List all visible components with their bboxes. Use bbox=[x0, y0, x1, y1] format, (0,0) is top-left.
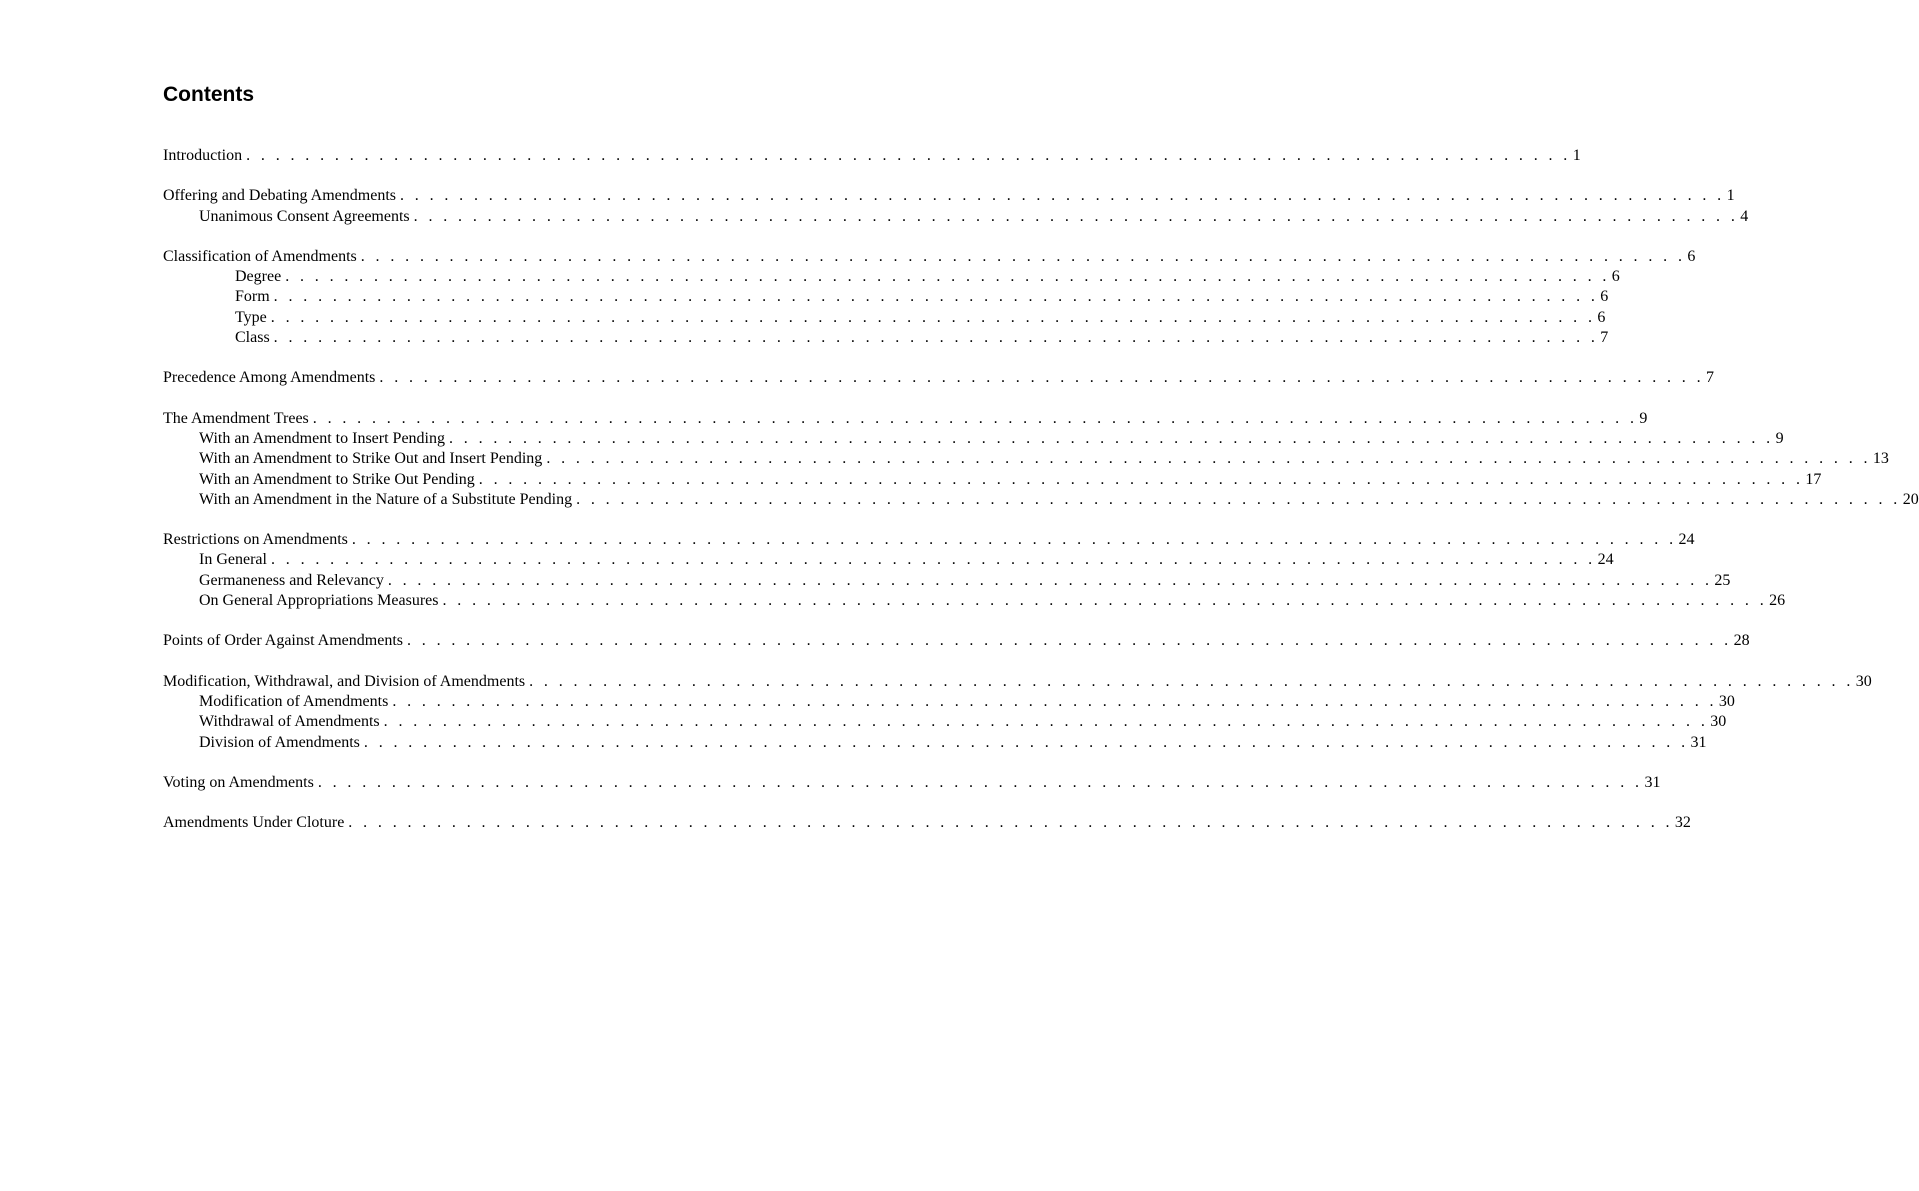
toc-entry[interactable] bbox=[163, 308, 1606, 328]
toc-page-number: 6 bbox=[1611, 268, 1620, 286]
toc-entry-title: Division of Amendments bbox=[199, 733, 360, 751]
toc-section bbox=[163, 773, 1661, 793]
dot-leader: . . . . . . . . . . . . . . . . . . . . . . . . . . . . . . . . . . . . . . . . . . . . . . . . . . . . . . . . . . . . . . . . . . . . . . . . . . . . . . . . . . . . . . . . . . bbox=[270, 308, 1596, 326]
toc-entry[interactable] bbox=[163, 733, 1707, 753]
toc-page-number: 26 bbox=[1769, 592, 1786, 610]
toc-entry-title: Germaneness and Relevancy bbox=[199, 571, 384, 589]
toc-entry-title: Modification, Withdrawal, and Division of Amendments bbox=[163, 672, 526, 690]
toc-page-number: 7 bbox=[1706, 369, 1714, 387]
dot-leader: . . . . . . . . . . . . . . . . . . . . . . . . . . . . . . . . . . . . . . . . . . . . . . . . . . . . . . . . . . . . . . . . . . . . . . . . . . . . . . . . . . . . . . . . . . bbox=[246, 147, 1571, 164]
dot-leader: . . . . . . . . . . . . . . . . . . . . . . . . . . . . . . . . . . . . . . . . . . . . . . . . . . . . . . . . . . . . . . . . . . . . . . . . . . . . . . . . . . . . . . . . . . bbox=[351, 531, 1677, 549]
toc-section bbox=[163, 146, 1581, 166]
toc-page-number: 31 bbox=[1690, 733, 1707, 751]
toc-entry[interactable] bbox=[163, 429, 1784, 449]
toc-entry-title: Classification of Amendments bbox=[163, 247, 357, 265]
toc-page-number: 30 bbox=[1718, 692, 1735, 710]
dot-leader: . . . . . . . . . . . . . . . . . . . . . . . . . . . . . . . . . . . . . . . . . . . . . . . . . . . . . . . . . . . . . . . . . . . . . . . . . . . . . . . . . . . . . . . . . . bbox=[387, 571, 1713, 589]
toc-entry-title: Amendments Under Cloture bbox=[163, 814, 345, 832]
toc-section bbox=[163, 631, 1750, 651]
dot-leader: . . . . . . . . . . . . . . . . . . . . . . . . . . . . . . . . . . . . . . . . . . . . . . . . . . . . . . . . . . . . . . . . . . . . . . . . . . . . . . . . . . . . . . . . . . bbox=[379, 369, 1704, 387]
toc-entry[interactable] bbox=[163, 672, 1872, 692]
toc-entry[interactable] bbox=[163, 470, 1822, 490]
toc-page-number: 9 bbox=[1775, 429, 1784, 447]
toc-entry-title: Modification of Amendments bbox=[199, 692, 389, 710]
toc-entry[interactable] bbox=[163, 368, 1714, 388]
toc-entry[interactable] bbox=[163, 490, 1919, 510]
toc-entry[interactable] bbox=[163, 207, 1749, 227]
toc-entry-title: Type bbox=[235, 308, 267, 326]
dot-leader: . . . . . . . . . . . . . . . . . . . . . . . . . . . . . . . . . . . . . . . . . . . . . . . . . . . . . . . . . . . . . . . . . . . . . . . . . . . . . . . . . . . . . . . . . . bbox=[392, 692, 1717, 710]
toc-entry-title: With an Amendment in the Nature of a Substitute Pending bbox=[199, 490, 573, 508]
dot-leader: . . . . . . . . . . . . . . . . . . . . . . . . . . . . . . . . . . . . . . . . . . . . . . . . . . . . . . . . . . . . . . . . . . . . . . . . . . . . . . . . . . . . . . . . . . bbox=[312, 409, 1638, 427]
page-title: Contents bbox=[163, 83, 254, 106]
toc-page-number: 30 bbox=[1855, 672, 1872, 690]
toc-entry[interactable] bbox=[163, 692, 1735, 712]
toc-entry[interactable] bbox=[163, 186, 1735, 206]
toc-entry[interactable] bbox=[163, 712, 1727, 732]
toc-entry[interactable] bbox=[163, 328, 1609, 348]
toc-page-number: 7 bbox=[1600, 329, 1609, 347]
dot-leader: . . . . . . . . . . . . . . . . . . . . . . . . . . . . . . . . . . . . . . . . . . . . . . . . . . . . . . . . . . . . . . . . . . . . . . . . . . . . . . . . . . . . . . . . . . bbox=[383, 713, 1709, 731]
dot-leader: . . . . . . . . . . . . . . . . . . . . . . . . . . . . . . . . . . . . . . . . . . . . . . . . . . . . . . . . . . . . . . . . . . . . . . . . . . . . . . . . . . . . . . . . . . bbox=[285, 268, 1610, 286]
toc-entry[interactable] bbox=[163, 287, 1609, 307]
dot-leader: . . . . . . . . . . . . . . . . . . . . . . . . . . . . . . . . . . . . . . . . . . . . . . . . . . . . . . . . . . . . . . . . . . . . . . . . . . . . . . . . . . . . . . . . . . bbox=[317, 773, 1643, 791]
table-of-contents bbox=[163, 146, 1919, 853]
toc-page-number: 17 bbox=[1805, 470, 1822, 488]
toc-entry-title: Class bbox=[235, 329, 270, 347]
toc-entry[interactable] bbox=[163, 571, 1731, 591]
toc-page-number: 6 bbox=[1597, 308, 1606, 326]
toc-entry[interactable] bbox=[163, 530, 1695, 550]
toc-entry-title: Restrictions on Amendments bbox=[163, 531, 348, 549]
toc-section bbox=[163, 672, 1872, 753]
toc-entry-title: Withdrawal of Amendments bbox=[199, 713, 380, 731]
dot-leader: . . . . . . . . . . . . . . . . . . . . . . . . . . . . . . . . . . . . . . . . . . . . . . . . . . . . . . . . . . . . . . . . . . . . . . . . . . . . . . . . . . . . . . . . . . bbox=[273, 288, 1599, 306]
dot-leader: . . . . . . . . . . . . . . . . . . . . . . . . . . . . . . . . . . . . . . . . . . . . . . . . . . . . . . . . . . . . . . . . . . . . . . . . . . . . . . . . . . . . . . . . . . bbox=[360, 247, 1686, 265]
dot-leader: . . . . . . . . . . . . . . . . . . . . . . . . . . . . . . . . . . . . . . . . . . . . . . . . . . . . . . . . . . . . . . . . . . . . . . . . . . . . . . . . . . . . . . . . . . bbox=[270, 551, 1596, 569]
dot-leader: . . . . . . . . . . . . . . . . . . . . . . . . . . . . . . . . . . . . . . . . . . . . . . . . . . . . . . . . . . . . . . . . . . . . . . . . . . . . . . . . . . . . . . . . . . bbox=[363, 733, 1689, 751]
toc-page-number: 4 bbox=[1740, 207, 1749, 225]
toc-entry-title: Form bbox=[235, 288, 270, 306]
toc-page-number: 25 bbox=[1714, 571, 1731, 589]
toc-entry-title: Unanimous Consent Agreements bbox=[199, 207, 410, 225]
toc-entry[interactable] bbox=[163, 146, 1581, 166]
toc-page-number: 1 bbox=[1572, 147, 1581, 164]
dot-leader: . . . . . . . . . . . . . . . . . . . . . . . . . . . . . . . . . . . . . . . . . . . . . . . . . . . . . . . . . . . . . . . . . . . . . . . . . . . . . . . . . . . . . . . . . . bbox=[348, 814, 1673, 832]
dot-leader: . . . . . . . . . . . . . . . . . . . . . . . . . . . . . . . . . . . . . . . . . . . . . . . . . . . . . . . . . . . . . . . . . . . . . . . . . . . . . . . . . . . . . . . . . . bbox=[406, 632, 1732, 650]
toc-page-number: 28 bbox=[1733, 632, 1750, 650]
toc-page-number: 24 bbox=[1678, 531, 1695, 549]
toc-entry-title: In General bbox=[199, 551, 267, 569]
toc-page-number: 30 bbox=[1710, 713, 1727, 731]
toc-entry[interactable] bbox=[163, 591, 1786, 611]
toc-entry-title: The Amendment Trees bbox=[163, 409, 309, 427]
dot-leader: . . . . . . . . . . . . . . . . . . . . . . . . . . . . . . . . . . . . . . . . . . . . . . . . . . . . . . . . . . . . . . . . . . . . . . . . . . . . . . . . . . . . . . . . . . bbox=[576, 490, 1901, 508]
toc-page-number: 6 bbox=[1600, 288, 1609, 306]
toc-entry-title: Offering and Debating Amendments bbox=[163, 187, 396, 205]
dot-leader: . . . . . . . . . . . . . . . . . . . . . . . . . . . . . . . . . . . . . . . . . . . . . . . . . . . . . . . . . . . . . . . . . . . . . . . . . . . . . . . . . . . . . . . . . . bbox=[478, 470, 1804, 488]
toc-page-number: 6 bbox=[1687, 247, 1696, 265]
toc-section bbox=[163, 368, 1714, 388]
toc-entry-title: Introduction bbox=[163, 147, 243, 164]
toc-entry[interactable] bbox=[163, 247, 1696, 267]
toc-page-number: 32 bbox=[1674, 814, 1691, 832]
toc-section bbox=[163, 247, 1696, 348]
dot-leader: . . . . . . . . . . . . . . . . . . . . . . . . . . . . . . . . . . . . . . . . . . . . . . . . . . . . . . . . . . . . . . . . . . . . . . . . . . . . . . . . . . . . . . . . . . bbox=[442, 592, 1768, 610]
toc-entry-title: With an Amendment to Strike Out and Insert Pending bbox=[199, 450, 543, 468]
toc-entry[interactable] bbox=[163, 773, 1661, 793]
toc-section bbox=[163, 409, 1919, 510]
toc-entry[interactable] bbox=[163, 409, 1648, 429]
toc-entry-title: With an Amendment to Strike Out Pending bbox=[199, 470, 475, 488]
toc-page-number: 13 bbox=[1872, 450, 1889, 468]
toc-page-number: 9 bbox=[1639, 409, 1648, 427]
toc-entry-title: Degree bbox=[235, 268, 282, 286]
toc-entry[interactable] bbox=[163, 631, 1750, 651]
toc-page-number: 1 bbox=[1726, 187, 1735, 205]
toc-entry[interactable] bbox=[163, 267, 1620, 287]
toc-entry[interactable] bbox=[163, 449, 1889, 469]
toc-page-number: 31 bbox=[1644, 773, 1661, 791]
toc-page-number: 24 bbox=[1597, 551, 1614, 569]
dot-leader: . . . . . . . . . . . . . . . . . . . . . . . . . . . . . . . . . . . . . . . . . . . . . . . . . . . . . . . . . . . . . . . . . . . . . . . . . . . . . . . . . . . . . . . . . . bbox=[413, 207, 1739, 225]
toc-entry[interactable] bbox=[163, 550, 1614, 570]
toc-section bbox=[163, 186, 1749, 227]
toc-section bbox=[163, 530, 1786, 611]
toc-entry-title: On General Appropriations Measures bbox=[199, 592, 439, 610]
toc-entry-title: With an Amendment to Insert Pending bbox=[199, 429, 445, 447]
dot-leader: . . . . . . . . . . . . . . . . . . . . . . . . . . . . . . . . . . . . . . . . . . . . . . . . . . . . . . . . . . . . . . . . . . . . . . . . . . . . . . . . . . . . . . . . . . bbox=[529, 672, 1854, 690]
toc-entry-title: Voting on Amendments bbox=[163, 773, 314, 791]
dot-leader: . . . . . . . . . . . . . . . . . . . . . . . . . . . . . . . . . . . . . . . . . . . . . . . . . . . . . . . . . . . . . . . . . . . . . . . . . . . . . . . . . . . . . . . . . . bbox=[273, 329, 1599, 347]
toc-page-number: 20 bbox=[1902, 490, 1919, 508]
toc-entry-title: Precedence Among Amendments bbox=[163, 369, 376, 387]
dot-leader: . . . . . . . . . . . . . . . . . . . . . . . . . . . . . . . . . . . . . . . . . . . . . . . . . . . . . . . . . . . . . . . . . . . . . . . . . . . . . . . . . . . . . . . . . . bbox=[546, 450, 1871, 468]
dot-leader: . . . . . . . . . . . . . . . . . . . . . . . . . . . . . . . . . . . . . . . . . . . . . . . . . . . . . . . . . . . . . . . . . . . . . . . . . . . . . . . . . . . . . . . . . . bbox=[399, 187, 1725, 205]
toc-section bbox=[163, 813, 1691, 833]
dot-leader: . . . . . . . . . . . . . . . . . . . . . . . . . . . . . . . . . . . . . . . . . . . . . . . . . . . . . . . . . . . . . . . . . . . . . . . . . . . . . . . . . . . . . . . . . . bbox=[448, 429, 1774, 447]
toc-entry-title: Points of Order Against Amendments bbox=[163, 632, 403, 650]
toc-entry[interactable] bbox=[163, 813, 1691, 833]
